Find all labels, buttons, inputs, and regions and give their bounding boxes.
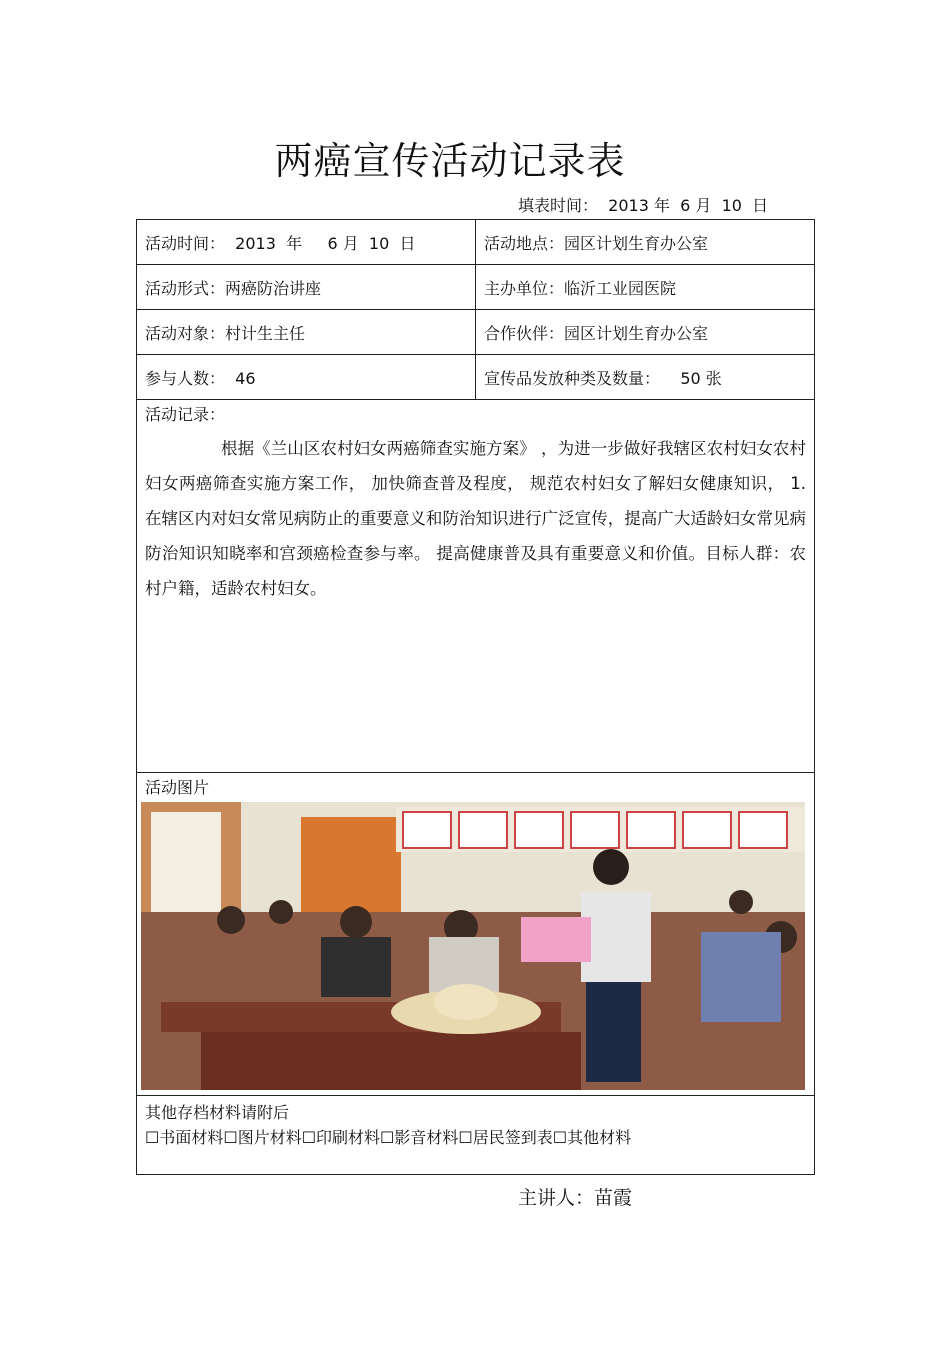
record-form — [136, 219, 815, 1175]
row-participants — [137, 355, 815, 400]
activity-record-body: 根据《兰山区农村妇女两癌筛查实施方案》 ，为进一步做好我辖区农村妇女农村妇女两癌筛查实施方案工作， 加快筛查普及程度， 规范农村妇女了解妇女健康知识， 1. 在辖区内对妇女常见病防止的重要意义和防治知识进行广泛宣传，提高广大适龄妇女常见病防治知识知晓率和宫颈癌检查参与率。 提高健康普及具有重要意义和价值。目标人群：农村户籍，适龄农村妇女。 — [145, 439, 806, 598]
fill-date: 填表时间： 2013 年 6 月 10 日 — [518, 196, 769, 215]
activity-photo — [141, 802, 805, 1090]
organizer-cell: 主办单位：临沂工业园医院 — [476, 265, 815, 310]
activity-location-cell: 活动地点：园区计划生育办公室 — [476, 220, 815, 265]
row-activity-time — [137, 220, 815, 265]
speaker: 主讲人：苗霞 — [518, 1187, 633, 1209]
attachments-cell — [137, 1096, 815, 1175]
attachments-label: 其他存档材料请附后 — [145, 1103, 290, 1122]
document-title: 两癌宣传活动记录表 — [274, 139, 626, 183]
activity-photo-label: 活动图片 — [145, 778, 210, 797]
materials-cell: 宣传品发放种类及数量： 50 张 — [476, 355, 815, 400]
activity-form-cell: 活动形式：两癌防治讲座 — [137, 265, 476, 310]
activity-target-cell: 活动对象：村计生主任 — [137, 310, 476, 355]
participants-cell: 参与人数： 46 — [137, 355, 476, 400]
row-activity-target — [137, 310, 815, 355]
activity-record-cell — [137, 400, 815, 773]
classroom-photo-illustration — [141, 802, 805, 1090]
activity-time-cell: 活动时间： 2013 年 6 月 10 日 — [137, 220, 476, 265]
row-activity-form — [137, 265, 815, 310]
attachments-checklist: ☐书面材料☐图片材料☐印刷材料☐影音材料☐居民签到表☐其他材料 — [145, 1128, 632, 1147]
partner-cell: 合作伙伴：园区计划生育办公室 — [476, 310, 815, 355]
activity-record-label: 活动记录： — [145, 405, 226, 424]
activity-photo-cell — [137, 773, 815, 1096]
